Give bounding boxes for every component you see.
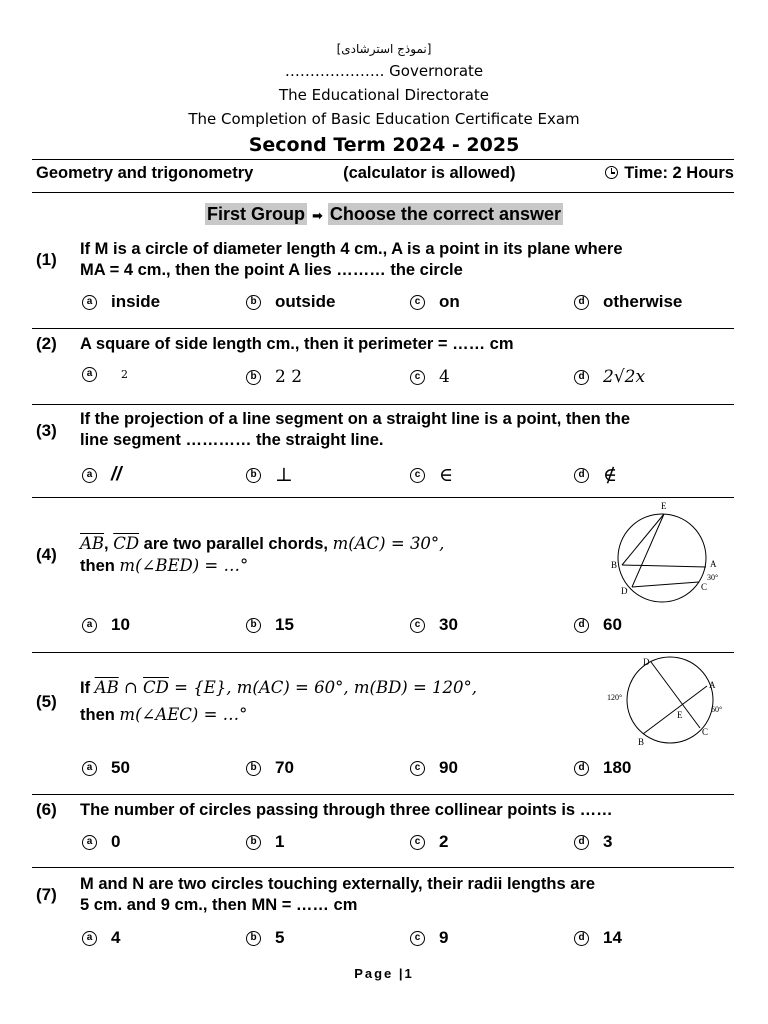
option-a[interactable] xyxy=(82,292,160,312)
group-name: First Group xyxy=(206,204,305,224)
separator: , xyxy=(104,535,114,553)
label-b: B xyxy=(638,737,645,747)
question-number: (7) xyxy=(36,885,57,904)
option-letter: c xyxy=(410,370,425,385)
option-text: ∉ xyxy=(603,464,618,486)
option-c[interactable] xyxy=(410,367,450,387)
option-letter: d xyxy=(574,761,589,776)
option-d[interactable] xyxy=(574,758,631,778)
option-text: 2 2 xyxy=(275,367,303,387)
option-letter: a xyxy=(82,295,97,310)
label-e: E xyxy=(677,710,683,720)
option-letter: c xyxy=(410,931,425,946)
option-b[interactable] xyxy=(246,464,293,486)
option-text: otherwise xyxy=(603,292,683,311)
question-text-line-1: M and N are two circles touching externally, their radii lengths are xyxy=(80,875,595,893)
option-letter: a xyxy=(82,931,97,946)
option-letter: b xyxy=(246,370,261,385)
option-letter: c xyxy=(410,295,425,310)
option-text: 14 xyxy=(603,928,622,947)
option-text: 1 xyxy=(275,832,285,851)
label-a: A xyxy=(710,559,717,569)
option-a[interactable] xyxy=(82,758,130,778)
option-b[interactable] xyxy=(246,292,335,312)
label-d: D xyxy=(621,586,628,596)
option-text: // xyxy=(111,464,122,485)
circle xyxy=(618,514,706,602)
option-a[interactable] xyxy=(82,928,120,948)
line-cd: $\overline{CD}$ xyxy=(143,678,169,697)
chord-dc xyxy=(651,662,700,728)
option-c[interactable] xyxy=(410,292,460,312)
option-text: 2√2x xyxy=(603,367,646,387)
option-b[interactable] xyxy=(246,928,284,948)
label-d: D xyxy=(643,657,650,667)
option-text: 10 xyxy=(111,615,130,634)
option-b[interactable] xyxy=(246,615,294,635)
directorate-line: The Educational Directorate xyxy=(278,86,490,104)
arrow-icon: ➡ xyxy=(312,209,323,224)
option-d[interactable] xyxy=(574,292,682,312)
question-text-line-2 xyxy=(80,704,247,726)
label-b: B xyxy=(611,560,618,570)
question-divider xyxy=(32,328,734,329)
label-c: C xyxy=(701,582,708,592)
option-d[interactable] xyxy=(574,928,622,948)
term-title: Second Term 2024 - 2025 xyxy=(248,134,520,156)
option-letter: b xyxy=(246,295,261,310)
header-divider-bottom xyxy=(32,192,734,193)
option-text: 30 xyxy=(439,615,458,634)
question-number: (1) xyxy=(36,250,57,269)
option-letter: c xyxy=(410,835,425,850)
option-text: outside xyxy=(275,292,336,311)
option-letter: a xyxy=(82,367,97,382)
angle-expression: m(∠AEC) = …° xyxy=(119,705,248,724)
option-c[interactable] xyxy=(410,832,448,852)
question-text: If xyxy=(80,679,95,697)
label-arc-120: 120° xyxy=(607,693,623,702)
option-a[interactable] xyxy=(82,832,120,852)
angle-expression: m(∠BED) = …° xyxy=(119,556,249,575)
option-text: 90 xyxy=(439,758,458,777)
option-c[interactable] xyxy=(410,615,458,635)
group-instruction: Choose the correct answer xyxy=(329,204,561,224)
option-text: ∈ xyxy=(439,464,454,486)
exam-info-bar xyxy=(36,164,734,183)
option-d[interactable] xyxy=(574,832,612,852)
option-letter: c xyxy=(410,761,425,776)
option-text: 3 xyxy=(603,832,613,851)
page-footer: Page |1 xyxy=(354,966,414,981)
option-text: 0 xyxy=(111,832,121,851)
option-letter: d xyxy=(574,931,589,946)
question-divider xyxy=(32,867,734,868)
chord-ba xyxy=(622,565,706,567)
option-letter: b xyxy=(246,468,261,483)
option-c[interactable] xyxy=(410,758,458,778)
option-c[interactable] xyxy=(410,464,453,486)
option-d[interactable] xyxy=(574,464,617,486)
option-b[interactable] xyxy=(246,832,284,852)
option-text: 50 xyxy=(111,758,130,777)
question-text: then xyxy=(80,706,120,724)
question-text-line-1: If M is a circle of diameter length 4 cm., A is a point in its plane where xyxy=(80,240,623,258)
chord-cd: $\overline{CD}$ xyxy=(113,534,140,553)
option-letter: d xyxy=(574,468,589,483)
arc-measures: = {E}, m(AC) = 60°, m(BD) = 120°, xyxy=(168,678,478,697)
option-letter: d xyxy=(574,370,589,385)
option-letter: d xyxy=(574,618,589,633)
question-text-line-2 xyxy=(80,555,248,577)
calculator-note: (calculator is allowed) xyxy=(343,164,516,182)
figure-parallel-chords xyxy=(604,500,734,610)
question-text-line-1 xyxy=(80,677,477,699)
option-b[interactable] xyxy=(246,758,294,778)
time-text: Time: 2 Hours xyxy=(624,164,734,182)
option-letter: b xyxy=(246,835,261,850)
option-letter: a xyxy=(82,618,97,633)
option-text: inside xyxy=(111,292,161,311)
question-number: (6) xyxy=(36,800,57,819)
option-a[interactable] xyxy=(82,464,122,486)
question-text-line-2: MA = 4 cm., then the point A lies ……… the circle xyxy=(80,261,463,279)
question-text: then xyxy=(80,557,120,575)
option-text: on xyxy=(439,292,460,311)
question-number: (3) xyxy=(36,421,57,440)
label-angle: 30° xyxy=(707,573,719,582)
option-a[interactable] xyxy=(82,615,130,635)
question-number: (5) xyxy=(36,692,57,711)
option-d[interactable] xyxy=(574,367,645,387)
option-letter: d xyxy=(574,295,589,310)
option-letter: b xyxy=(246,618,261,633)
time-label xyxy=(605,164,734,183)
question-text: are two parallel chords, xyxy=(139,535,333,553)
figure-intersecting-chords xyxy=(603,654,733,749)
question-text-line-1: A square of side length cm., then it perimeter = …… cm xyxy=(80,335,514,353)
option-text: 60 xyxy=(603,615,622,634)
chord-ab: $\overline{AB}$ xyxy=(80,534,105,553)
chord-ab xyxy=(643,686,707,734)
intersect-symbol: ∩ xyxy=(118,678,144,697)
circle xyxy=(627,657,713,743)
option-letter: a xyxy=(82,468,97,483)
chord-eb xyxy=(622,514,664,565)
option-text: 180 xyxy=(603,758,632,777)
option-letter: c xyxy=(410,618,425,633)
question-text-line-1: If the projection of a line segment on a straight line is a point, then the xyxy=(80,410,631,428)
question-divider xyxy=(32,404,734,405)
subject-label: Geometry and trigonometry xyxy=(36,164,254,182)
label-a: A xyxy=(709,680,716,690)
option-text: 70 xyxy=(275,758,294,777)
line-ab: $\overline{AB}$ xyxy=(94,678,119,697)
question-divider xyxy=(32,497,734,498)
option-text: 2 xyxy=(121,368,128,381)
clock-icon xyxy=(605,166,618,179)
option-text: ⊥ xyxy=(275,464,293,486)
arabic-model-label: [نموذج استرشادى] xyxy=(336,42,432,56)
option-a[interactable] xyxy=(82,367,128,382)
option-text: 2 xyxy=(439,832,449,851)
option-letter: c xyxy=(410,468,425,483)
question-divider xyxy=(32,652,734,653)
option-letter: b xyxy=(246,761,261,776)
option-letter: a xyxy=(82,835,97,850)
option-letter: b xyxy=(246,931,261,946)
question-text-line-2: 5 cm. and 9 cm., then MN = …… cm xyxy=(80,896,358,914)
option-text: 4 xyxy=(111,928,121,947)
label-arc-60: 60° xyxy=(711,705,723,714)
option-letter: d xyxy=(574,835,589,850)
option-text: 5 xyxy=(275,928,285,947)
option-c[interactable] xyxy=(410,928,448,948)
exam-title: The Completion of Basic Education Certificate Exam xyxy=(188,110,580,128)
label-c: C xyxy=(702,727,709,737)
option-d[interactable] xyxy=(574,615,622,635)
option-text: 9 xyxy=(439,928,449,947)
chord-ed xyxy=(632,514,664,587)
question-number: (4) xyxy=(36,545,57,564)
arc-measure: m(AC) = 30°, xyxy=(332,534,445,553)
question-text-line-1 xyxy=(80,533,444,555)
question-divider xyxy=(32,794,734,795)
option-text: 15 xyxy=(275,615,294,634)
option-b[interactable] xyxy=(246,367,302,387)
header-divider-top xyxy=(32,159,734,160)
question-text-line-2: line segment ………… the straight line. xyxy=(80,431,384,449)
label-e: E xyxy=(661,501,667,511)
governorate-line: ……………….. Governorate xyxy=(284,62,484,80)
option-text: 4 xyxy=(439,367,450,387)
question-number: (2) xyxy=(36,334,57,353)
option-letter: a xyxy=(82,761,97,776)
chord-dc xyxy=(632,582,699,587)
group-title xyxy=(0,204,768,225)
question-text-line-1: The number of circles passing through three collinear points is …… xyxy=(80,801,613,819)
